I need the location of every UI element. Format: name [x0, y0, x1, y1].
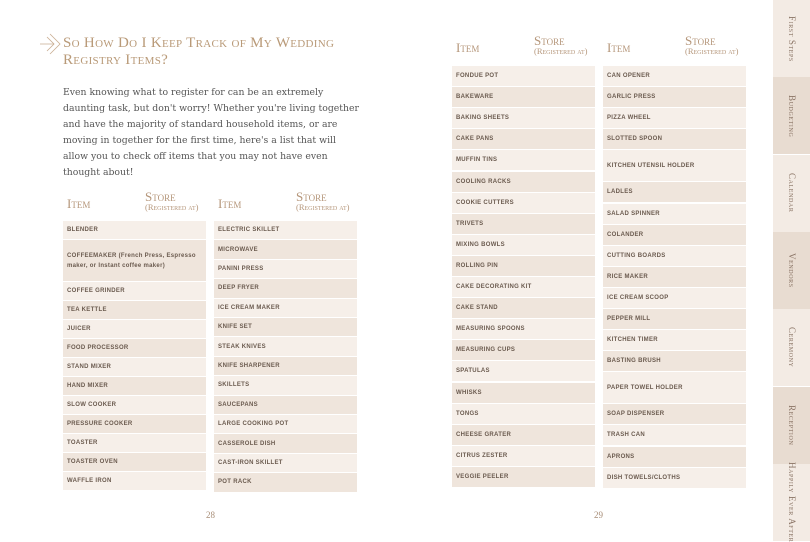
- item-name: CAST-IRON SKILLET: [214, 454, 357, 472]
- table-row: [603, 404, 746, 425]
- tab-budgeting[interactable]: [773, 77, 810, 154]
- table-row: [603, 225, 746, 246]
- item-name: TOASTER: [63, 434, 206, 452]
- page-number-right: 29: [594, 510, 603, 520]
- table-row: [214, 279, 357, 298]
- table-row: [452, 425, 595, 446]
- store-header: [685, 34, 738, 56]
- item-name: FOOD PROCESSOR: [63, 339, 206, 357]
- item-name: TONGS: [452, 404, 595, 424]
- table-row: [214, 260, 357, 279]
- table-row: [603, 267, 746, 288]
- table-row: [603, 468, 746, 489]
- table-row: [214, 396, 357, 415]
- item-name: PRESSURE COOKER: [63, 415, 206, 433]
- tab-label: Ceremony: [787, 327, 797, 368]
- item-name: MICROWAVE: [214, 240, 357, 258]
- table-row: [452, 467, 595, 488]
- page-title: So How Do I Keep Track of My Wedding Registry Items?: [63, 35, 335, 68]
- registry-column-3: [452, 34, 595, 490]
- table-row: [63, 240, 206, 282]
- column-header: [63, 190, 206, 220]
- table-row: [452, 172, 595, 193]
- item-name: TRIVETS: [452, 214, 595, 234]
- table-row: [452, 214, 595, 235]
- table-row: [452, 66, 595, 87]
- tab-label: Calendar: [787, 173, 797, 213]
- item-name: SLOTTED SPOON: [603, 129, 746, 149]
- item-name: PANINI PRESS: [214, 260, 357, 278]
- table-row: [603, 66, 746, 87]
- item-name: RICE MAKER: [603, 267, 746, 287]
- item-name: KITCHEN TIMER: [603, 330, 746, 350]
- table-row: [452, 129, 595, 150]
- registry-column-2: [214, 190, 357, 495]
- table-row: [603, 447, 746, 468]
- store-header-label: Store: [296, 189, 327, 204]
- item-name: CAKE PANS: [452, 129, 595, 149]
- store-header-label: Store: [534, 33, 565, 48]
- store-header-sub: (Registered at): [534, 46, 588, 56]
- item-name: DEEP FRYER: [214, 279, 357, 297]
- intro-paragraph: Even knowing what to register for can be an extremely daunting task, but don't worry! Whether you're living together and have the majority of standard household items, or are moving in together for the first time, here's a list that will allow you to check off items that you may not have even thought about!: [63, 87, 359, 178]
- item-name: KNIFE SHARPENER: [214, 357, 357, 375]
- tab-label: Vendors: [787, 253, 797, 288]
- item-name: JUICER: [63, 320, 206, 338]
- table-row: [603, 108, 746, 129]
- table-row: [452, 319, 595, 340]
- item-name: PEPPER MILL: [603, 309, 746, 329]
- table-row: [452, 383, 595, 404]
- table-row: [214, 240, 357, 259]
- table-row: [452, 235, 595, 256]
- item-name: KITCHEN UTENSIL HOLDER: [603, 150, 746, 181]
- registry-column-4: [603, 34, 746, 490]
- table-row: [603, 425, 746, 446]
- item-header: Item: [607, 40, 631, 55]
- item-name: SLOW COOKER: [63, 396, 206, 414]
- item-name: WAFFLE IRON: [63, 472, 206, 490]
- store-header: [534, 34, 587, 56]
- arrow-flourish-icon: [38, 31, 64, 57]
- item-name: TEA KETTLE: [63, 301, 206, 319]
- tab-happily-ever-after[interactable]: [773, 464, 810, 541]
- table-row: [603, 246, 746, 267]
- store-header-label: Store: [685, 33, 716, 48]
- table-row: [452, 87, 595, 108]
- table-row: [603, 150, 746, 182]
- item-name: COOKIE CUTTERS: [452, 193, 595, 213]
- item-name: CITRUS ZESTER: [452, 446, 595, 466]
- table-row: [603, 129, 746, 150]
- tab-label: Reception: [787, 404, 797, 446]
- item-name: CAKE DECORATING KIT: [452, 277, 595, 297]
- item-name: APRONS: [603, 447, 746, 467]
- store-header-label: Store: [145, 189, 176, 204]
- table-row: [452, 298, 595, 319]
- table-row: [603, 309, 746, 330]
- section-tabs: [773, 0, 810, 541]
- item-name: CUTTING BOARDS: [603, 246, 746, 266]
- item-name: MEASURING CUPS: [452, 340, 595, 360]
- table-row: [603, 288, 746, 309]
- item-name: PIZZA WHEEL: [603, 108, 746, 128]
- item-name: COOLING RACKS: [452, 172, 595, 192]
- table-row: [214, 473, 357, 492]
- item-name: BLENDER: [63, 221, 206, 239]
- table-row: [452, 256, 595, 277]
- table-row: [214, 434, 357, 453]
- tab-reception[interactable]: [773, 387, 810, 464]
- table-row: [603, 182, 746, 203]
- item-name: ELECTRIC SKILLET: [214, 221, 357, 239]
- item-name: VEGGIE PEELER: [452, 467, 595, 487]
- item-name: CASSEROLE DISH: [214, 434, 357, 452]
- column-header: [603, 34, 746, 64]
- item-name: SAUCEPANS: [214, 396, 357, 414]
- item-name: DISH TOWELS/CLOTHS: [603, 468, 746, 488]
- table-row: [603, 351, 746, 372]
- store-header: [296, 190, 349, 212]
- table-row: [452, 108, 595, 129]
- item-name: COLANDER: [603, 225, 746, 245]
- table-row: [452, 150, 595, 171]
- table-row: [452, 277, 595, 298]
- table-row: [214, 357, 357, 376]
- column-header: [452, 34, 595, 64]
- page-number-left: 28: [206, 510, 215, 520]
- table-row: [63, 415, 206, 434]
- table-row: [63, 282, 206, 301]
- item-name: FONDUE POT: [452, 66, 595, 86]
- item-name: WHISKS: [452, 383, 595, 403]
- item-name: BAKEWARE: [452, 87, 595, 107]
- item-name: SKILLETS: [214, 376, 357, 394]
- tab-ceremony[interactable]: [773, 309, 810, 386]
- table-row: [63, 396, 206, 415]
- tab-calendar[interactable]: [773, 155, 810, 232]
- item-header: Item: [456, 40, 480, 55]
- table-row: [452, 404, 595, 425]
- item-name: BASTING BRUSH: [603, 351, 746, 371]
- table-row: [452, 361, 595, 382]
- item-name: SOAP DISPENSER: [603, 404, 746, 424]
- store-header: [145, 190, 198, 212]
- table-row: [603, 204, 746, 225]
- tab-vendors[interactable]: [773, 232, 810, 309]
- item-name: ROLLING PIN: [452, 256, 595, 276]
- item-name: TRASH CAN: [603, 425, 746, 445]
- item-name: HAND MIXER: [63, 377, 206, 395]
- table-row: [63, 377, 206, 396]
- table-row: [214, 415, 357, 434]
- tab-label: Happily Ever After: [787, 462, 797, 542]
- item-name: KNIFE SET: [214, 318, 357, 336]
- table-row: [603, 372, 746, 404]
- table-row: [63, 434, 206, 453]
- item-name: CHEESE GRATER: [452, 425, 595, 445]
- item-name: SALAD SPINNER: [603, 204, 746, 224]
- item-name: STAND MIXER: [63, 358, 206, 376]
- table-row: [214, 299, 357, 318]
- tab-label: Budgeting: [787, 94, 797, 137]
- item-name: CAKE STAND: [452, 298, 595, 318]
- tab-label: First Steps: [787, 15, 797, 62]
- item-name: COFFEE GRINDER: [63, 282, 206, 300]
- table-row: [452, 340, 595, 361]
- store-header-sub: (Registered at): [145, 202, 199, 212]
- table-row: [452, 446, 595, 467]
- item-name: LADLES: [603, 182, 746, 202]
- table-row: [63, 339, 206, 358]
- store-header-sub: (Registered at): [296, 202, 350, 212]
- item-name: MUFFIN TINS: [452, 150, 595, 170]
- item-name: BAKING SHEETS: [452, 108, 595, 128]
- table-row: [63, 320, 206, 339]
- table-row: [603, 330, 746, 351]
- registry-column-1: [63, 190, 206, 495]
- item-name: MEASURING SPOONS: [452, 319, 595, 339]
- table-row: [452, 193, 595, 214]
- item-header: Item: [67, 196, 91, 211]
- table-row: [214, 454, 357, 473]
- table-row: [603, 87, 746, 108]
- store-header-sub: (Registered at): [685, 46, 739, 56]
- item-name: COFFEEMAKER (French Press, Espresso maker, or Instant coffee maker): [63, 240, 206, 281]
- table-row: [63, 221, 206, 240]
- table-row: [63, 472, 206, 491]
- table-row: [63, 453, 206, 472]
- item-header: Item: [218, 196, 242, 211]
- item-name: LARGE COOKING POT: [214, 415, 357, 433]
- item-name: MIXING BOWLS: [452, 235, 595, 255]
- item-name: ICE CREAM MAKER: [214, 299, 357, 317]
- item-name: STEAK KNIVES: [214, 337, 357, 355]
- item-name: ICE CREAM SCOOP: [603, 288, 746, 308]
- tab-first-steps[interactable]: [773, 0, 810, 77]
- item-name: GARLIC PRESS: [603, 87, 746, 107]
- table-row: [63, 358, 206, 377]
- table-row: [214, 221, 357, 240]
- table-row: [63, 301, 206, 320]
- item-name: TOASTER OVEN: [63, 453, 206, 471]
- table-row: [214, 376, 357, 395]
- column-header: [214, 190, 357, 220]
- item-name: POT RACK: [214, 473, 357, 491]
- table-row: [214, 337, 357, 356]
- item-name: CAN OPENER: [603, 66, 746, 86]
- item-name: PAPER TOWEL HOLDER: [603, 372, 746, 403]
- item-name: SPATULAS: [452, 361, 595, 381]
- table-row: [214, 318, 357, 337]
